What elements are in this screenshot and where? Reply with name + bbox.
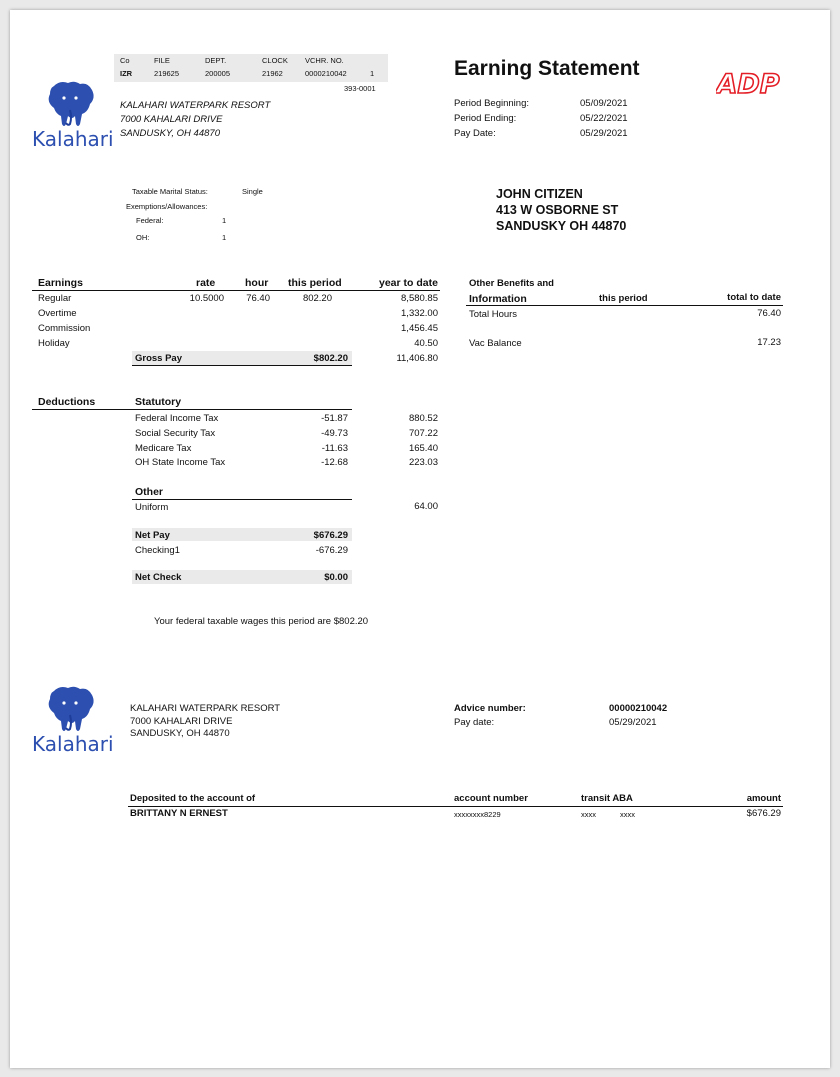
header-value-co: IZR bbox=[120, 69, 133, 78]
deposit-aba: xxxx bbox=[620, 810, 635, 819]
gross-pay-rule bbox=[132, 365, 352, 366]
advice-date-value: 05/29/2021 bbox=[609, 717, 657, 728]
benefit-name-vac-balance: Vac Balance bbox=[469, 338, 522, 349]
deduction-name-uniform: Uniform bbox=[135, 502, 169, 513]
checking-label: Checking1 bbox=[135, 545, 180, 556]
deposit-header-rule bbox=[128, 806, 783, 807]
statement-title: Earning Statement bbox=[454, 57, 640, 80]
deduction-ytd-medicare: 165.40 bbox=[408, 443, 438, 454]
deposit-transit: xxxx bbox=[581, 810, 596, 819]
header-value-vchr: 0000210042 bbox=[305, 69, 347, 78]
company-city: SANDUSKY, OH 44870 bbox=[120, 128, 220, 139]
federal-label: Federal: bbox=[136, 216, 164, 225]
taxable-wages-notice: Your federal taxable wages this period are $802.20 bbox=[154, 616, 369, 627]
deduction-ytd-social-security: 707.22 bbox=[408, 428, 438, 439]
deduction-name-oh-state: OH State Income Tax bbox=[135, 457, 226, 468]
advice-number-label: Advice number: bbox=[454, 703, 526, 714]
deposit-account-number: xxxxxxxx8229 bbox=[454, 810, 501, 819]
header-label-vchr: VCHR. NO. bbox=[305, 56, 344, 65]
employee-street: 413 W OSBORNE ST bbox=[496, 203, 619, 217]
kalahari-logo-advice-text: Kalahari bbox=[32, 732, 114, 753]
earning-statement-page bbox=[10, 10, 830, 1068]
deductions-label: Deductions bbox=[38, 396, 96, 408]
deduction-name-social-security: Social Security Tax bbox=[135, 428, 216, 439]
company-street: 7000 KAHALARI DRIVE bbox=[120, 114, 223, 125]
exemptions-label: Exemptions/Allowances: bbox=[126, 202, 208, 211]
deduction-name-federal: Federal Income Tax bbox=[135, 413, 219, 424]
benefits-title-line1: Other Benefits and bbox=[469, 278, 554, 289]
earning-ytd-holiday: 40.50 bbox=[414, 338, 438, 349]
other-rule bbox=[132, 499, 352, 500]
earnings-header: Earnings bbox=[38, 277, 83, 289]
deposit-amount: $676.29 bbox=[746, 808, 781, 819]
benefits-total-header: total to date bbox=[727, 292, 781, 303]
gross-pay-ytd: 11,406.80 bbox=[396, 353, 438, 364]
year-to-date-header: year to date bbox=[379, 277, 438, 289]
deduction-period-social-security: -49.73 bbox=[321, 428, 348, 439]
header-label-file: FILE bbox=[154, 56, 170, 65]
benefits-header-rule bbox=[466, 305, 783, 306]
header-value-file: 219625 bbox=[154, 69, 180, 78]
deduction-period-medicare: -11.63 bbox=[321, 443, 348, 454]
benefit-total-total-hours: 76.40 bbox=[757, 308, 781, 319]
employee-city: SANDUSKY OH 44870 bbox=[496, 219, 627, 233]
advice-company-city: SANDUSKY, OH 44870 bbox=[130, 728, 230, 739]
marital-status-value: Single bbox=[242, 187, 263, 196]
kalahari-logo-advice bbox=[30, 685, 116, 753]
rate-header: rate bbox=[196, 277, 216, 289]
deduction-name-medicare: Medicare Tax bbox=[135, 443, 192, 454]
transit-aba-header: transit ABA bbox=[581, 793, 633, 804]
marital-status-label: Taxable Marital Status: bbox=[132, 187, 208, 196]
statutory-label: Statutory bbox=[135, 396, 182, 408]
advice-company-street: 7000 KAHALARI DRIVE bbox=[130, 716, 233, 727]
deductions-header-rule bbox=[32, 409, 352, 410]
advice-date-label: Pay date: bbox=[454, 717, 495, 728]
net-pay-label: Net Pay bbox=[135, 530, 170, 541]
header-label-clock: CLOCK bbox=[262, 56, 288, 65]
account-number-header: account number bbox=[454, 793, 528, 804]
deposit-account-of-header: Deposited to the account of bbox=[130, 793, 256, 804]
this-period-header: this period bbox=[288, 277, 342, 289]
earning-ytd-commission: 1,456.45 bbox=[401, 323, 438, 334]
earning-ytd-overtime: 1,332.00 bbox=[401, 308, 438, 319]
net-check-value: $0.00 bbox=[324, 572, 348, 583]
header-value-seq: 1 bbox=[370, 69, 375, 78]
kalahari-logo bbox=[30, 80, 116, 148]
deduction-ytd-oh-state: 223.03 bbox=[408, 457, 438, 468]
earning-hour-regular: 76.40 bbox=[246, 293, 270, 304]
period-ending-label: Period Ending: bbox=[454, 113, 517, 124]
adp-logo bbox=[716, 66, 780, 100]
hour-header: hour bbox=[245, 277, 269, 289]
benefits-title-line2: Information bbox=[469, 293, 527, 305]
header-label-co: Co bbox=[120, 56, 130, 65]
employee-name: JOHN CITIZEN bbox=[496, 187, 583, 201]
period-beginning-label: Period Beginning: bbox=[454, 98, 529, 109]
other-label: Other bbox=[135, 486, 164, 498]
deduction-period-oh-state: -12.68 bbox=[321, 457, 348, 468]
benefits-this-period-header: this period bbox=[599, 293, 648, 304]
pay-date-label: Pay Date: bbox=[454, 128, 496, 139]
advice-number-value: 00000210042 bbox=[609, 703, 668, 714]
deduction-period-federal: -51.87 bbox=[321, 413, 348, 424]
net-check-label: Net Check bbox=[135, 572, 182, 583]
earning-name-overtime: Overtime bbox=[38, 308, 77, 319]
pay-date-value: 05/29/2021 bbox=[580, 128, 628, 139]
gross-pay-period: $802.20 bbox=[313, 353, 348, 364]
header-label-dept: DEPT. bbox=[205, 56, 227, 65]
header-value-dept: 200005 bbox=[205, 69, 231, 78]
deposit-account-holder: BRITTANY N ERNEST bbox=[130, 808, 228, 819]
period-beginning-value: 05/09/2021 bbox=[580, 98, 628, 109]
earnings-header-rule bbox=[32, 290, 440, 291]
earning-name-commission: Commission bbox=[38, 323, 91, 334]
adp-logo-text: ADP bbox=[716, 69, 780, 100]
net-pay-value: $676.29 bbox=[313, 530, 348, 541]
gross-pay-label: Gross Pay bbox=[135, 353, 182, 364]
oh-label: OH: bbox=[136, 233, 150, 242]
deduction-ytd-federal: 880.52 bbox=[408, 413, 438, 424]
earning-name-holiday: Holiday bbox=[38, 338, 70, 349]
earning-period-regular: 802.20 bbox=[302, 293, 332, 304]
oh-value: 1 bbox=[222, 233, 227, 242]
company-name: KALAHARI WATERPARK RESORT bbox=[120, 100, 271, 111]
amount-header: amount bbox=[746, 793, 781, 804]
period-ending-value: 05/22/2021 bbox=[580, 113, 628, 124]
deduction-ytd-uniform: 64.00 bbox=[414, 501, 438, 512]
earning-rate-regular: 10.5000 bbox=[189, 293, 224, 304]
earning-ytd-regular: 8,580.85 bbox=[401, 293, 438, 304]
advice-company-name: KALAHARI WATERPARK RESORT bbox=[130, 703, 281, 714]
kalahari-logo-text: Kalahari bbox=[32, 127, 114, 148]
benefit-name-total-hours: Total Hours bbox=[469, 309, 518, 320]
header-value-clock: 21962 bbox=[262, 69, 283, 78]
earning-name-regular: Regular bbox=[38, 293, 72, 304]
header-code: 393-0001 bbox=[344, 84, 376, 93]
benefit-total-vac-balance: 17.23 bbox=[757, 337, 781, 348]
checking-value: -676.29 bbox=[315, 545, 348, 556]
federal-value: 1 bbox=[222, 216, 227, 225]
